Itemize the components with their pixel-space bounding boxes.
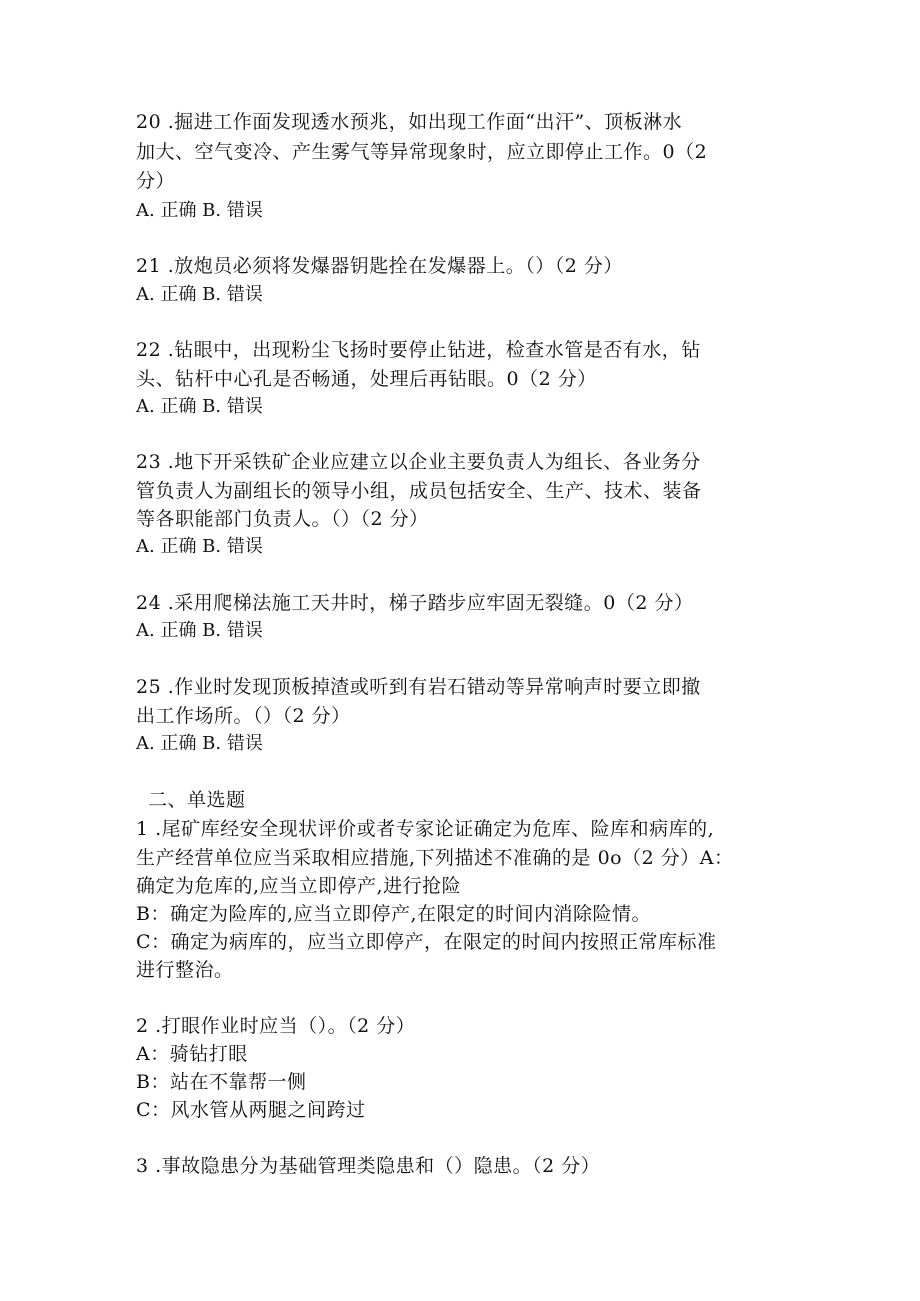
question-21-options: A. 正确 B. 错误: [136, 284, 263, 305]
single-choice-1-line-4: B：确定为险库的,应当立即停产,在限定的时间内消除险情。: [136, 903, 652, 925]
question-20-options: A. 正确 B. 错误: [136, 200, 263, 221]
single-choice-1-line-1: 1 .尾矿库经安全现状评价或者专家论证确定为危库、险库和病库的,: [136, 818, 715, 840]
question-23-line-2: 管负责人为副组长的领导小组，成员包括安全、生产、技术、装备: [136, 480, 702, 502]
question-25-line-2: 出工作场所。（）（2 分）: [136, 705, 351, 727]
question-22-options: A. 正确 B. 错误: [136, 396, 263, 417]
question-22-line-1: 22 .钻眼中，出现粉尘飞扬时要停止钻进，检查水管是否有水，钻: [136, 339, 701, 361]
question-25-line-1: 25 .作业时发现顶板掉渣或听到有岩石错动等异常响声时要立即撤: [136, 676, 701, 698]
question-20-line-3: 分）: [136, 170, 176, 192]
single-choice-1-line-2: 生产经营单位应当采取相应措施,下列描述不准确的是 0o（2 分）A：: [136, 847, 734, 869]
single-choice-2-option-a: A：骑钻打眼: [136, 1043, 248, 1065]
question-22-line-2: 头、钻杆中心孔是否畅通，处理后再钻眼。0（2 分）: [136, 368, 597, 390]
single-choice-2-option-b: B：站在不靠帮一侧: [136, 1071, 307, 1093]
question-23-line-1: 23 .地下开采铁矿企业应建立以企业主要负责人为组长、各业务分: [136, 451, 701, 473]
single-choice-2-line-1: 2 .打眼作业时应当（）。（2 分）: [136, 1015, 416, 1037]
question-24-options: A. 正确 B. 错误: [136, 620, 263, 641]
question-20-line-1: 20 .掘进工作面发现透水预兆，如出现工作面“出汗”、顶板淋水: [136, 111, 683, 133]
question-23-options: A. 正确 B. 错误: [136, 536, 263, 557]
question-21-line-1: 21 .放炮员必须将发爆器钥匙拴在发爆器上。（）（2 分）: [136, 255, 623, 277]
question-23-line-3: 等各职能部门负责人。（）（2 分）: [136, 508, 429, 530]
question-20-line-2: 加大、空气变冷、产生雾气等异常现象时，应立即停止工作。0（2: [136, 141, 708, 163]
question-24-line-1: 24 .采用爬梯法施工天井时，梯子踏步应牢固无裂缝。0（2 分）: [136, 592, 694, 614]
single-choice-2-option-c: C：风水管从两腿之间跨过: [136, 1099, 366, 1121]
single-choice-1-line-5: C：确定为病库的，应当立即停产，在限定的时间内按照正常库标准: [136, 931, 717, 953]
single-choice-1-line-3: 确定为危库的,应当立即停产,进行抢险: [136, 875, 462, 897]
single-choice-3-line-1: 3 .事故隐患分为基础管理类隐患和（）隐患。（2 分）: [136, 1155, 601, 1177]
question-25-options: A. 正确 B. 错误: [136, 733, 263, 754]
single-choice-1-line-6: 进行整治。: [136, 959, 234, 981]
section-title: 二、单选题: [148, 789, 246, 811]
